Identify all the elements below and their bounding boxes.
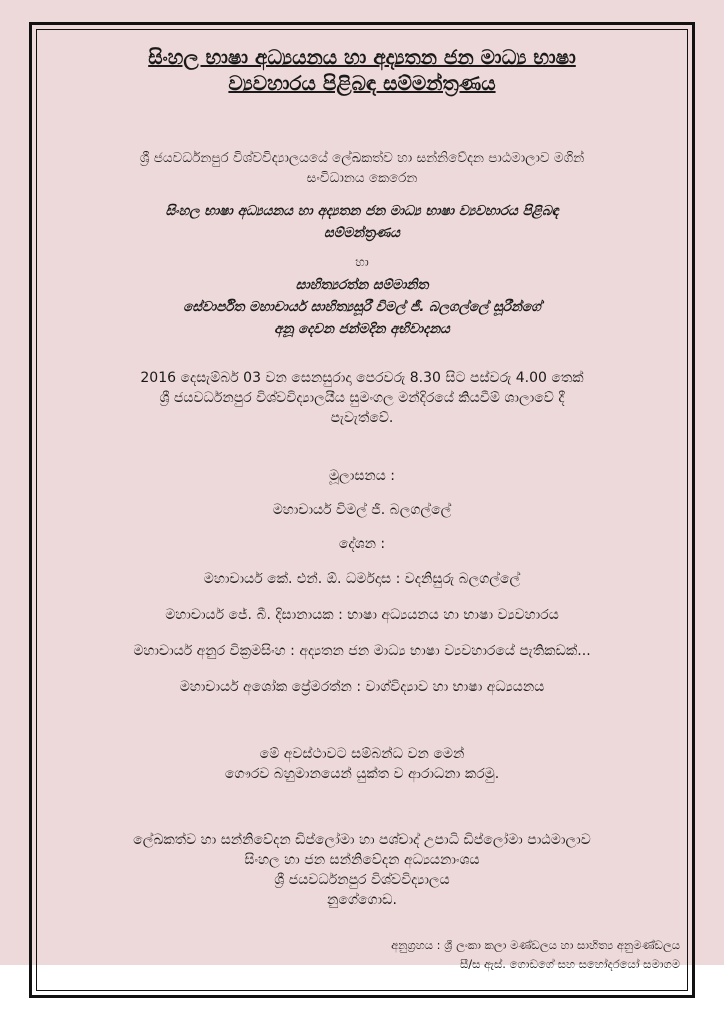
date-line-2: ශ්‍රී ජයවර්ධනපුර විශ්වවිද්‍යාලයීය සුමංගල මන්දිරයේ කියවීම් ශාලාවේ දී	[159, 390, 565, 406]
organizer-line-1: ලේඛකත්ව හා සන්නිවේදන ඩිප්ලෝමා හා පශ්චාද් උපාධි ඩිප්ලෝමා පාඨමාලාව	[133, 832, 591, 848]
date-venue	[40, 368, 684, 428]
honour-line-3: අනූ දෙවන ජන්මදින අභිවාදනය	[274, 321, 450, 337]
seminar-line-2: සම්මන්ත්‍රණය	[324, 225, 400, 241]
organizer-line-3: ශ්‍රී ජයවර්ධනපුර විශ්වවිද්‍යාලය	[274, 872, 450, 888]
invitation-line-1: මේ අවස්ථාවට සම්බන්ධ වන මෙන්	[259, 746, 465, 762]
invitation-text	[40, 744, 684, 784]
invitation-content	[40, 36, 684, 910]
seminar-name	[40, 200, 684, 244]
intro-line-2: සංවිධානය කෙරෙන	[306, 170, 418, 186]
intro-line-1: ශ්‍රී ජයවර්ධනපුර විශ්වවිද්‍යාලයයේ ලේඛකත්ව හා සන්නිවේදන පාඨමාලාව මගින්	[139, 150, 585, 166]
lecture-item-4: මහාචාර්ය අශෝක ප්‍රේමරත්න : වාග්විද්‍යාව හා භාෂා අධ්‍යයනය	[179, 679, 545, 695]
honour-line-2: සේවාර්පිත මහාචාර්ය සාහිත්‍යසූරී විමල් ජී. බලගල්ලේ සූරීන්ගේ	[183, 299, 541, 315]
organizer-line-4: නුගේගොඩ.	[327, 892, 397, 908]
lectures-heading: දේශන :	[338, 536, 386, 552]
organizer-line-2: සිංහල හා ජන සන්නිවේදන අධ්‍යයනාංශය	[244, 852, 480, 868]
and-text: හා	[355, 255, 369, 269]
page-title	[40, 44, 684, 96]
title-line-2: ව්‍යවහාරය පිළිබඳ සම්මන්ත්‍රණය	[228, 71, 496, 95]
date-line-1: 2016 දෙසැම්බර් 03 වන සෙනසුරාදා පෙරවරු 8.30 සිට පස්වරු 4.00 තෙක්	[140, 370, 584, 386]
sponsor-line-2: සී/ස ඇස්. ගොඩගේ සහ සහෝදරයෝ සමාගම	[459, 957, 680, 971]
invitation-line-2: ගෞරව බහුමානයෙන් යුක්ත ව ආරාධනා කරමු.	[224, 766, 500, 782]
chair-name: මහාචාර්ය විමල් ජී. බලගල්ලේ	[272, 502, 452, 518]
chair-heading: මූලාසනය :	[328, 468, 396, 484]
title-line-1: සිංහල භාෂා අධ්‍යයනය හා අද්‍යතන ජන මාධ්‍ය භාෂා	[148, 45, 576, 69]
sponsor-line-1: අනුග්‍රහය : ශ්‍රී ලංකා කලා මණ්ඩලය හා සාහිත්‍ය අනුමණ්ඩලය	[391, 938, 680, 952]
lecture-item-3: මහාචාර්ය අනුර වික්‍රමසිංහ : අද්‍යතන ජන මාධ්‍ය භාෂා ව්‍යවහාරයේ පැතිකඩක්...	[133, 643, 591, 659]
intro-text	[40, 148, 684, 188]
honour-text	[40, 274, 684, 340]
lecture-item-2: මහාචාර්ය ජේ. බී. දිසානායක : භාෂා අධ්‍යයනය හා භාෂා ව්‍යවහාරය	[165, 607, 559, 623]
lecture-item-1: මහාචාර්ය කේ. එන්. ඕ. ධර්මදාස : වදනිසුරු බලගල්ලේ	[203, 571, 521, 587]
sponsor-block	[391, 936, 680, 974]
date-line-3: පැවැත්වේ.	[330, 410, 394, 426]
honour-line-1: සාහිත්‍යරත්න සම්මානිත	[295, 277, 429, 293]
seminar-line-1: සිංහල භාෂා අධ්‍යයනය හා අද්‍යතන ජන මාධ්‍ය භාෂා ව්‍යවහාරය පිළිබඳ	[165, 203, 559, 219]
organizer-block	[40, 830, 684, 910]
